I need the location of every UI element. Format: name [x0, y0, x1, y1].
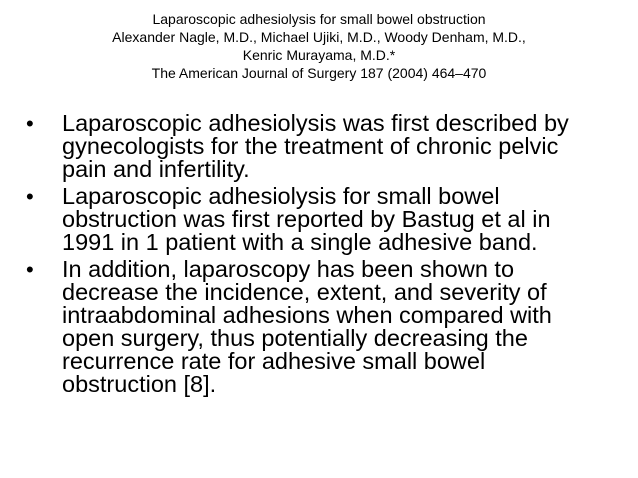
bullet-text-line: recurrence rate for adhesive small bowel [62, 348, 486, 374]
bullet-marker: • [26, 257, 34, 282]
bullet-text-line: In addition, laparoscopy has been shown to [62, 256, 515, 282]
bullet-item [18, 185, 628, 254]
authors-line-2: Kenric Murayama, M.D.* [242, 47, 396, 63]
citation-header [0, 10, 638, 82]
bullet-text-line: Laparoscopic adhesiolysis was first described by [62, 110, 569, 136]
bullet-text-line: open surgery, thus potentially decreasing the [62, 325, 528, 351]
journal-reference: The American Journal of Surgery 187 (2004) 464–470 [151, 65, 487, 81]
authors-line-1: Alexander Nagle, M.D., Michael Ujiki, M.D., Woody Denham, M.D., [112, 29, 526, 45]
bullet-text-line: obstruction was first reported by Bastug et al in [62, 206, 551, 232]
bullet-text-line: obstruction [8]. [62, 371, 217, 397]
bullet-marker: • [26, 111, 34, 136]
bullet-text-line: Laparoscopic adhesiolysis for small bowel [62, 183, 500, 209]
bullet-item [18, 258, 628, 396]
bullet-text-line: pain and infertility. [62, 156, 250, 182]
bullet-text-line: 1991 in 1 patient with a single adhesive band. [62, 229, 538, 255]
bullet-text-line: intraabdominal adhesions when compared with [62, 302, 552, 328]
bullet-item [18, 112, 628, 181]
bullet-text-line: decrease the incidence, extent, and severity of [62, 279, 547, 305]
bullet-marker: • [26, 184, 34, 209]
bullet-text-line: gynecologists for the treatment of chronic pelvic [62, 133, 559, 159]
bullet-list [18, 112, 628, 400]
article-title: Laparoscopic adhesiolysis for small bowel obstruction [152, 11, 486, 27]
